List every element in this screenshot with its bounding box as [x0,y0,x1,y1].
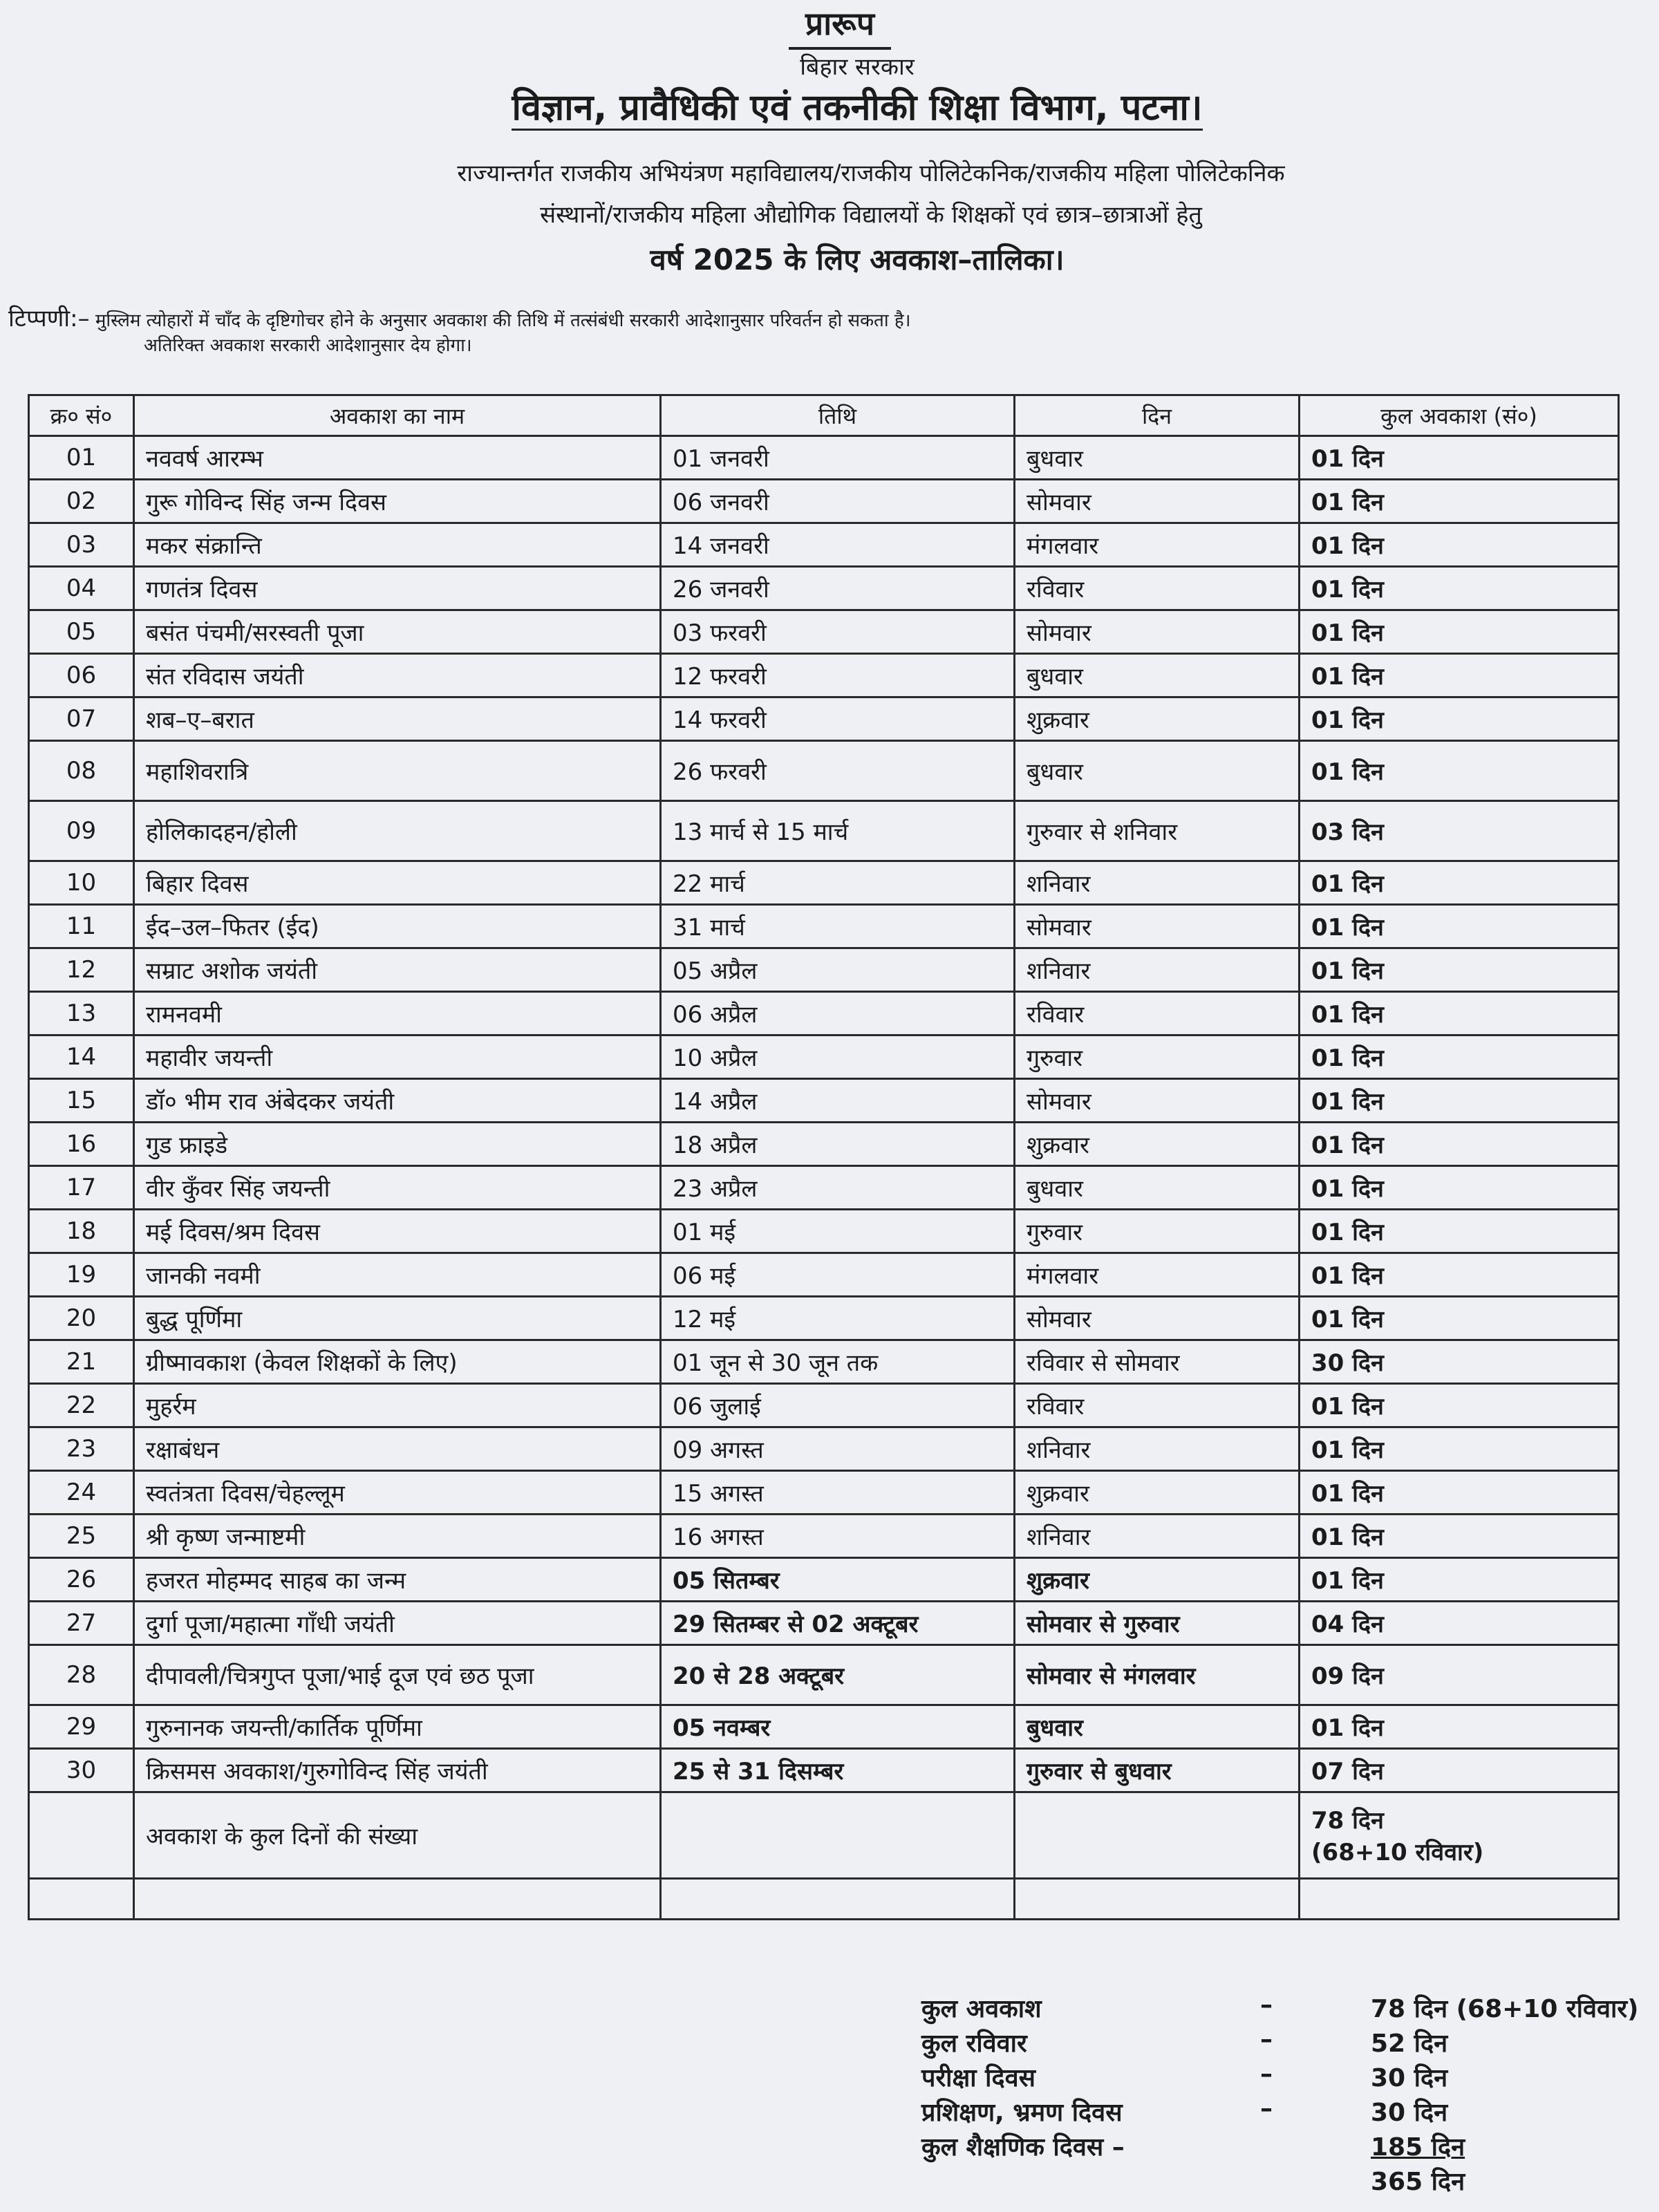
row-date: 31 मार्च [661,905,1015,948]
row-holiday-name: नववर्ष आरम्भ [134,436,661,480]
row-holiday-name: गुरू गोविन्द सिंह जन्म दिवस [134,480,661,523]
row-date: 12 फरवरी [661,654,1015,697]
row-serial: 22 [29,1384,134,1427]
row-day: सोमवार [1015,610,1300,654]
summary-label: कुल शैक्षणिक दिवस – [921,2133,1125,2162]
row-total: 01 दिन [1300,697,1619,741]
row-date: 13 मार्च से 15 मार्च [661,801,1015,861]
row-date: 20 से 28 अक्टूबर [661,1645,1015,1705]
row-total: 01 दिन [1300,1471,1619,1515]
row-total: 01 दिन [1300,905,1619,948]
row-total: 01 दिन [1300,1515,1619,1558]
row-serial: 24 [29,1471,134,1515]
summary-value: 365 दिन [1371,2168,1465,2196]
row-day: गुरुवार [1015,1210,1300,1253]
row-serial: 06 [29,654,134,697]
summary-label: कुल रविवार [921,2030,1027,2058]
row-day: बुधवार [1015,654,1300,697]
blank-row [29,1879,1619,1920]
row-day: रविवार से सोमवार [1015,1340,1300,1384]
row-serial: 30 [29,1749,134,1792]
total-empty-date [661,1792,1015,1879]
row-day: शुक्रवार [1015,1123,1300,1166]
row-date: 23 अप्रैल [661,1166,1015,1210]
row-total: 01 दिन [1300,1705,1619,1749]
header-date: तिथि [661,395,1015,436]
row-day: मंगलवार [1015,523,1300,567]
row-total: 01 दिन [1300,1079,1619,1123]
row-serial: 18 [29,1210,134,1253]
table-row [29,1297,1619,1340]
row-total: 03 दिन [1300,801,1619,861]
summary-value: 30 दिन [1371,2099,1448,2127]
row-serial: 07 [29,697,134,741]
holiday-table [28,394,1620,1920]
row-total: 01 दिन [1300,523,1619,567]
row-day: गुरुवार [1015,1035,1300,1079]
row-total: 04 दिन [1300,1602,1619,1645]
row-holiday-name: गुड फ्राइडे [134,1123,661,1166]
table-row [29,1210,1619,1253]
total-empty-sn [29,1792,134,1879]
row-holiday-name: होलिकादहन/होली [134,801,661,861]
table-row [29,567,1619,610]
table-row [29,948,1619,992]
summary-value: 30 दिन [1371,2064,1448,2092]
row-day: शुक्रवार [1015,1471,1300,1515]
row-holiday-name: हजरत मोहम्मद साहब का जन्म [134,1558,661,1602]
row-holiday-name: बुद्ध पूर्णिमा [134,1297,661,1340]
row-day: शनिवार [1015,1427,1300,1471]
row-date: 05 नवम्बर [661,1705,1015,1749]
row-total: 01 दिन [1300,992,1619,1035]
row-serial: 15 [29,1079,134,1123]
row-total: 30 दिन [1300,1340,1619,1384]
row-holiday-name: संत रविदास जयंती [134,654,661,697]
row-serial: 29 [29,1705,134,1749]
summary-dash: – [1260,2060,1273,2088]
row-total: 01 दिन [1300,654,1619,697]
row-serial: 04 [29,567,134,610]
row-serial: 20 [29,1297,134,1340]
note-text-1: मुस्लिम त्योहारों में चाँद के दृष्टिगोचर होने के अनुसार अवकाश की तिथि में तत्संबंधी सरकारी आदेशानुसार परिवर्तन हो सकता है। [95,310,911,331]
summary-label: कुल अवकाश [921,1995,1042,2023]
table-row [29,610,1619,654]
table-row [29,992,1619,1035]
row-day: बुधवार [1015,1166,1300,1210]
row-day: सोमवार से गुरुवार [1015,1602,1300,1645]
row-holiday-name: वीर कुँवर सिंह जयन्ती [134,1166,661,1210]
row-holiday-name: सम्राट अशोक जयंती [134,948,661,992]
row-serial: 12 [29,948,134,992]
summary-value: 185 दिन [1371,2133,1465,2162]
table-row [29,523,1619,567]
table-row [29,1515,1619,1558]
government-name: बिहार सरकार [800,53,915,81]
row-holiday-name: क्रिसमस अवकाश/गुरुगोविन्द सिंह जयंती [134,1749,661,1792]
row-date: 29 सितम्बर से 02 अक्टूबर [661,1602,1015,1645]
row-serial: 25 [29,1515,134,1558]
row-total: 01 दिन [1300,1384,1619,1427]
subtitle-line-2: संस्थानों/राजकीय महिला औद्योगिक विद्यालयों के शिक्षकों एवं छात्र–छात्राओं हेतु [540,201,1202,229]
row-serial: 08 [29,741,134,801]
row-holiday-name: श्री कृष्ण जन्माष्टमी [134,1515,661,1558]
header-holiday-name: अवकाश का नाम [134,395,661,436]
row-date: 06 मई [661,1253,1015,1297]
row-date: 12 मई [661,1297,1015,1340]
note-text-2: अतिरिक्त अवकाश सरकारी आदेशानुसार देय होगा। [144,335,472,356]
header-serial: क्र० सं० [29,395,134,436]
summary-dash: – [1260,2025,1273,2054]
row-holiday-name: ईद–उल–फितर (ईद) [134,905,661,948]
department-title: विज्ञान, प्रावैधिकी एवं तकनीकी शिक्षा विभाग, पटना। [28,82,1659,131]
row-holiday-name: डॉ० भीम राव अंबेदकर जयंती [134,1079,661,1123]
row-date: 14 जनवरी [661,523,1015,567]
table-row [29,654,1619,697]
table-row [29,861,1619,905]
table-row [29,1645,1619,1705]
form-label: प्रारूप [0,1,1659,50]
row-holiday-name: दुर्गा पूजा/महात्मा गाँधी जयंती [134,1602,661,1645]
table-row [29,1166,1619,1210]
row-serial: 05 [29,610,134,654]
row-serial: 03 [29,523,134,567]
row-holiday-name: स्वतंत्रता दिवस/चेहल्लूम [134,1471,661,1515]
row-serial: 26 [29,1558,134,1602]
row-serial: 01 [29,436,134,480]
row-day: शनिवार [1015,861,1300,905]
row-day: रविवार [1015,992,1300,1035]
row-date: 01 मई [661,1210,1015,1253]
row-serial: 11 [29,905,134,948]
row-serial: 13 [29,992,134,1035]
row-date: 16 अगस्त [661,1515,1015,1558]
row-day: सोमवार [1015,1079,1300,1123]
table-header-row [29,395,1619,436]
total-value: 78 दिन (68+10 रविवार) [1300,1792,1619,1879]
row-date: 05 सितम्बर [661,1558,1015,1602]
row-total: 09 दिन [1300,1645,1619,1705]
header-total: कुल अवकाश (सं०) [1300,395,1619,436]
row-day: शनिवार [1015,1515,1300,1558]
row-total: 01 दिन [1300,1123,1619,1166]
row-day: बुधवार [1015,436,1300,480]
table-row [29,1749,1619,1792]
row-holiday-name: दीपावली/चित्रगुप्त पूजा/भाई दूज एवं छठ पूजा [134,1645,661,1705]
row-total: 01 दिन [1300,1035,1619,1079]
table-row [29,1253,1619,1297]
table-row [29,1602,1619,1645]
row-serial: 10 [29,861,134,905]
row-holiday-name: मई दिवस/श्रम दिवस [134,1210,661,1253]
table-row [29,1427,1619,1471]
row-total: 01 दिन [1300,741,1619,801]
table-row [29,801,1619,861]
row-day: सोमवार [1015,480,1300,523]
row-date: 26 जनवरी [661,567,1015,610]
row-date: 01 जनवरी [661,436,1015,480]
row-date: 25 से 31 दिसम्बर [661,1749,1015,1792]
row-total: 01 दिन [1300,1427,1619,1471]
row-day: मंगलवार [1015,1253,1300,1297]
table-row [29,1471,1619,1515]
row-total: 01 दिन [1300,567,1619,610]
subtitle-line-1: राज्यान्तर्गत राजकीय अभियंत्रण महाविद्यालय/राजकीय पोलिटेकनिक/राजकीय महिला पोलिटेकनिक [457,160,1285,187]
row-holiday-name: मकर संक्रान्ति [134,523,661,567]
table-row [29,1558,1619,1602]
row-date: 14 फरवरी [661,697,1015,741]
summary-label: परीक्षा दिवस [921,2064,1035,2092]
total-label: अवकाश के कुल दिनों की संख्या [134,1792,661,1879]
row-day: गुरुवार से शनिवार [1015,801,1300,861]
row-total: 01 दिन [1300,1297,1619,1340]
row-holiday-name: रक्षाबंधन [134,1427,661,1471]
row-serial: 09 [29,801,134,861]
row-date: 14 अप्रैल [661,1079,1015,1123]
table-row [29,1035,1619,1079]
row-holiday-name: बिहार दिवस [134,861,661,905]
row-holiday-name: रामनवमी [134,992,661,1035]
summary-label: प्रशिक्षण, भ्रमण दिवस [921,2099,1123,2127]
table-row [29,905,1619,948]
row-date: 10 अप्रैल [661,1035,1015,1079]
table-row [29,1123,1619,1166]
row-day: सोमवार से मंगलवार [1015,1645,1300,1705]
total-row [29,1792,1619,1879]
row-holiday-name: गुरुनानक जयन्ती/कार्तिक पूर्णिमा [134,1705,661,1749]
row-day: बुधवार [1015,741,1300,801]
row-holiday-name: ग्रीष्मावकाश (केवल शिक्षकों के लिए) [134,1340,661,1384]
table-row [29,1340,1619,1384]
row-day: सोमवार [1015,905,1300,948]
row-serial: 02 [29,480,134,523]
row-total: 01 दिन [1300,1558,1619,1602]
row-serial: 23 [29,1427,134,1471]
table-row [29,1079,1619,1123]
row-total: 01 दिन [1300,436,1619,480]
row-date: 18 अप्रैल [661,1123,1015,1166]
summary-value: 52 दिन [1371,2030,1448,2058]
row-holiday-name: गणतंत्र दिवस [134,567,661,610]
total-empty-day [1015,1792,1300,1879]
row-date: 22 मार्च [661,861,1015,905]
row-total: 01 दिन [1300,948,1619,992]
summary-value: 78 दिन (68+10 रविवार) [1371,1995,1639,2023]
row-serial: 28 [29,1645,134,1705]
row-serial: 19 [29,1253,134,1297]
row-serial: 27 [29,1602,134,1645]
row-total: 01 दिन [1300,1253,1619,1297]
row-serial: 21 [29,1340,134,1384]
row-holiday-name: महावीर जयन्ती [134,1035,661,1079]
row-day: शनिवार [1015,948,1300,992]
row-total: 01 दिन [1300,610,1619,654]
row-date: 05 अप्रैल [661,948,1015,992]
row-serial: 16 [29,1123,134,1166]
row-day: सोमवार [1015,1297,1300,1340]
table-row [29,436,1619,480]
header-day: दिन [1015,395,1300,436]
row-holiday-name: महाशिवरात्रि [134,741,661,801]
row-total: 07 दिन [1300,1749,1619,1792]
row-date: 26 फरवरी [661,741,1015,801]
row-serial: 17 [29,1166,134,1210]
table-row [29,1705,1619,1749]
summary-dash: – [1260,2094,1273,2123]
row-day: शुक्रवार [1015,1558,1300,1602]
row-date: 01 जून से 30 जून तक [661,1340,1015,1384]
table-row [29,1384,1619,1427]
row-day: बुधवार [1015,1705,1300,1749]
row-serial: 14 [29,1035,134,1079]
row-day: रविवार [1015,567,1300,610]
row-total: 01 दिन [1300,861,1619,905]
row-holiday-name: शब–ए–बरात [134,697,661,741]
row-total: 01 दिन [1300,480,1619,523]
row-date: 09 अगस्त [661,1427,1015,1471]
row-date: 06 अप्रैल [661,992,1015,1035]
table-row [29,697,1619,741]
row-total: 01 दिन [1300,1166,1619,1210]
row-day: गुरुवार से बुधवार [1015,1749,1300,1792]
summary-dash: – [1260,1991,1273,2019]
row-date: 06 जुलाई [661,1384,1015,1427]
note-label: टिप्पणी:– [8,305,90,332]
row-total: 01 दिन [1300,1210,1619,1253]
table-row [29,480,1619,523]
row-date: 06 जनवरी [661,480,1015,523]
row-holiday-name: जानकी नवमी [134,1253,661,1297]
document-title: वर्ष 2025 के लिए अवकाश–तालिका। [650,243,1065,276]
row-day: शुक्रवार [1015,697,1300,741]
table-row [29,741,1619,801]
row-holiday-name: मुहर्रम [134,1384,661,1427]
row-date: 03 फरवरी [661,610,1015,654]
note-line-1 [8,301,911,333]
row-date: 15 अगस्त [661,1471,1015,1515]
row-day: रविवार [1015,1384,1300,1427]
row-holiday-name: बसंत पंचमी/सरस्वती पूजा [134,610,661,654]
